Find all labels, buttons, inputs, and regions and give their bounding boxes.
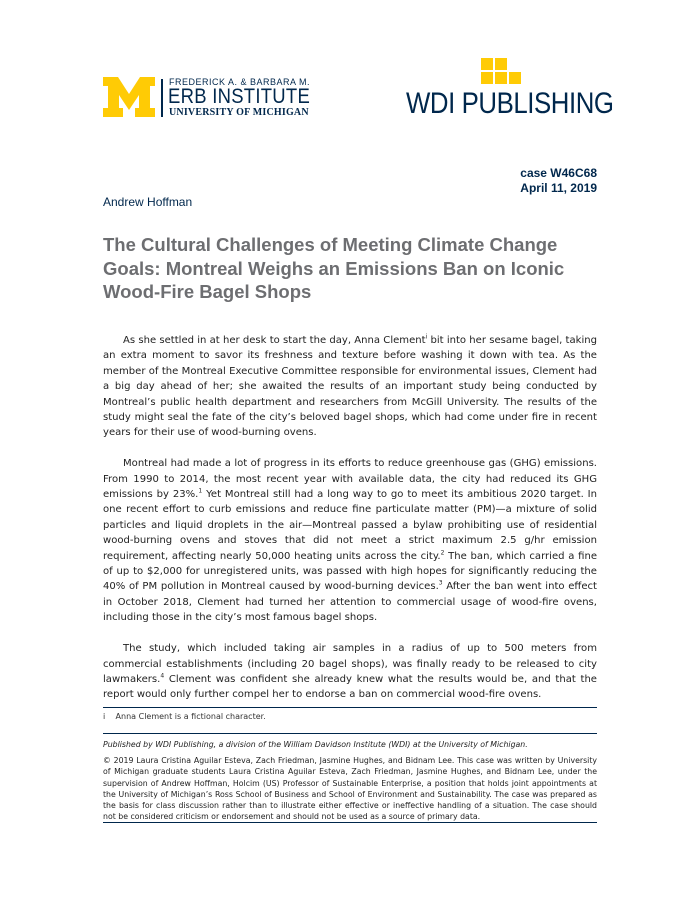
case-info	[520, 166, 597, 196]
endnote-ref-4: 4	[160, 672, 165, 680]
erb-logo-line2: ERB INSTITUTE	[168, 85, 311, 108]
p2-text-b: Yet Montreal still had a long way to go to meet its ambitious 2020 target. In one recent effort to curb emissions and reduce fine particulate matter (PM)—a mixture of solid particles and liquid droplets in the air—Montreal passed a bylaw prohibiting use of residential wood-burning ovens and stoves that did not meet a strict maximum 2.5 g/hr emission requirement, affecting nearly 50,000 heating units across the city.	[103, 489, 597, 562]
document-title: The Cultural Challenges of Meeting Climate Change Goals: Montreal Weighs an Emissions Ban on Iconic Wood-Fire Bagel Shops	[103, 234, 565, 302]
footnote-ref-i: i	[425, 333, 428, 341]
p1-text-b: bit into her sesame bagel, taking an extra moment to savor its freshness and texture before washing it down with tea. As the member of the Montreal Executive Committee responsible for environmental issues, Clement had a big day ahead of her; she awaited the results of an important study being conducted by Montreal’s public health department and researchers from McGill University. The results of the study might seal the fate of the city’s beloved bagel shops, which had come under fire in recent years for their use of wood-burning ovens.	[103, 335, 597, 439]
case-number: case W46C68	[520, 166, 597, 180]
p2-text-c: The ban, which carried a fine of up to $2,000 for unregistered units, was passed with high hopes for significantly reducing the 40% of PM pollution in Montreal caused by wood-burning devices.	[103, 550, 597, 593]
publisher-note: Published by WDI Publishing, a division of the William Davidson Institute (WDI) at the University of Michigan.	[103, 740, 528, 749]
author-name: Andrew Hoffman	[103, 195, 193, 209]
p3-text-a: The study, which included taking air samples in a radius of up to 500 meters from commercial establishments (including 20 bagel shops), was finally ready to be released to city lawmakers.	[103, 643, 597, 685]
p3-text-b: Clement was confident she already knew what the results would be, and that the report would only further compel her to endorse a ban on commercial wood-fire ovens.	[103, 673, 597, 701]
case-date: April 11, 2019	[520, 181, 597, 195]
wdi-publishing-logo	[406, 58, 614, 124]
body-text	[103, 333, 597, 718]
p2-text-d: After the ban went into effect in October 2018, Clement had turned her attention to commercial usage of wood-fire ovens, including those in the city’s most famous bagel shops.	[103, 581, 597, 624]
endnote-ref-3: 3	[438, 580, 443, 588]
paragraph-3	[103, 641, 597, 703]
bottom-divider	[103, 822, 597, 823]
paragraph-1	[103, 333, 597, 441]
erb-institute-logo	[103, 77, 311, 119]
wdi-logo-text: WDI PUBLISHING	[406, 87, 614, 120]
erb-logo-line1: FREDERICK A. & BARBARA M.	[169, 77, 311, 87]
p2-text-a: Montreal had made a lot of progress in its efforts to reduce greenhouse gas (GHG) emissions. From 1990 to 2014, the most recent year with available data, the city had reduced its GHG emissions by 23%.	[103, 458, 597, 501]
erb-logo-line3: UNIVERSITY OF MICHIGAN	[169, 107, 309, 118]
logo-divider	[161, 79, 163, 117]
copyright-notice: © 2019 Laura Cristina Aguilar Esteva, Zach Friedman, Jasmine Hughes, and Bidnam Lee. This case was written by University of Michigan graduate students Laura Cristina Aguilar Esteva, Zach Friedman, Jasmine Hughes, and Bidnam Lee, under the supervision of Andrew Hoffman, Holcim (US) Professor of Sustainable Enterprise, a position that holds joint appointments at the University of Michigan’s Ross School of Business and School of Environment and Sustainability. The case was prepared as the basis for class discussion rather than to illustrate either effective or ineffective handling of a situation. The case should not be considered criticism or endorsement and should not be used as a source of primary data.	[103, 756, 597, 822]
block-m-logo-icon	[103, 77, 155, 117]
wdi-squares-icon	[481, 58, 521, 88]
footnote	[103, 712, 266, 721]
footnote-number: i	[103, 712, 106, 721]
footnote-divider	[103, 707, 597, 708]
endnote-ref-1: 1	[198, 487, 203, 495]
footnote-text: Anna Clement is a fictional character.	[115, 712, 266, 721]
paragraph-2	[103, 456, 597, 625]
p1-text-a: As she settled in at her desk to start the day, Anna Clement	[123, 335, 426, 346]
publisher-divider	[103, 733, 597, 734]
endnote-ref-2: 2	[440, 549, 445, 557]
